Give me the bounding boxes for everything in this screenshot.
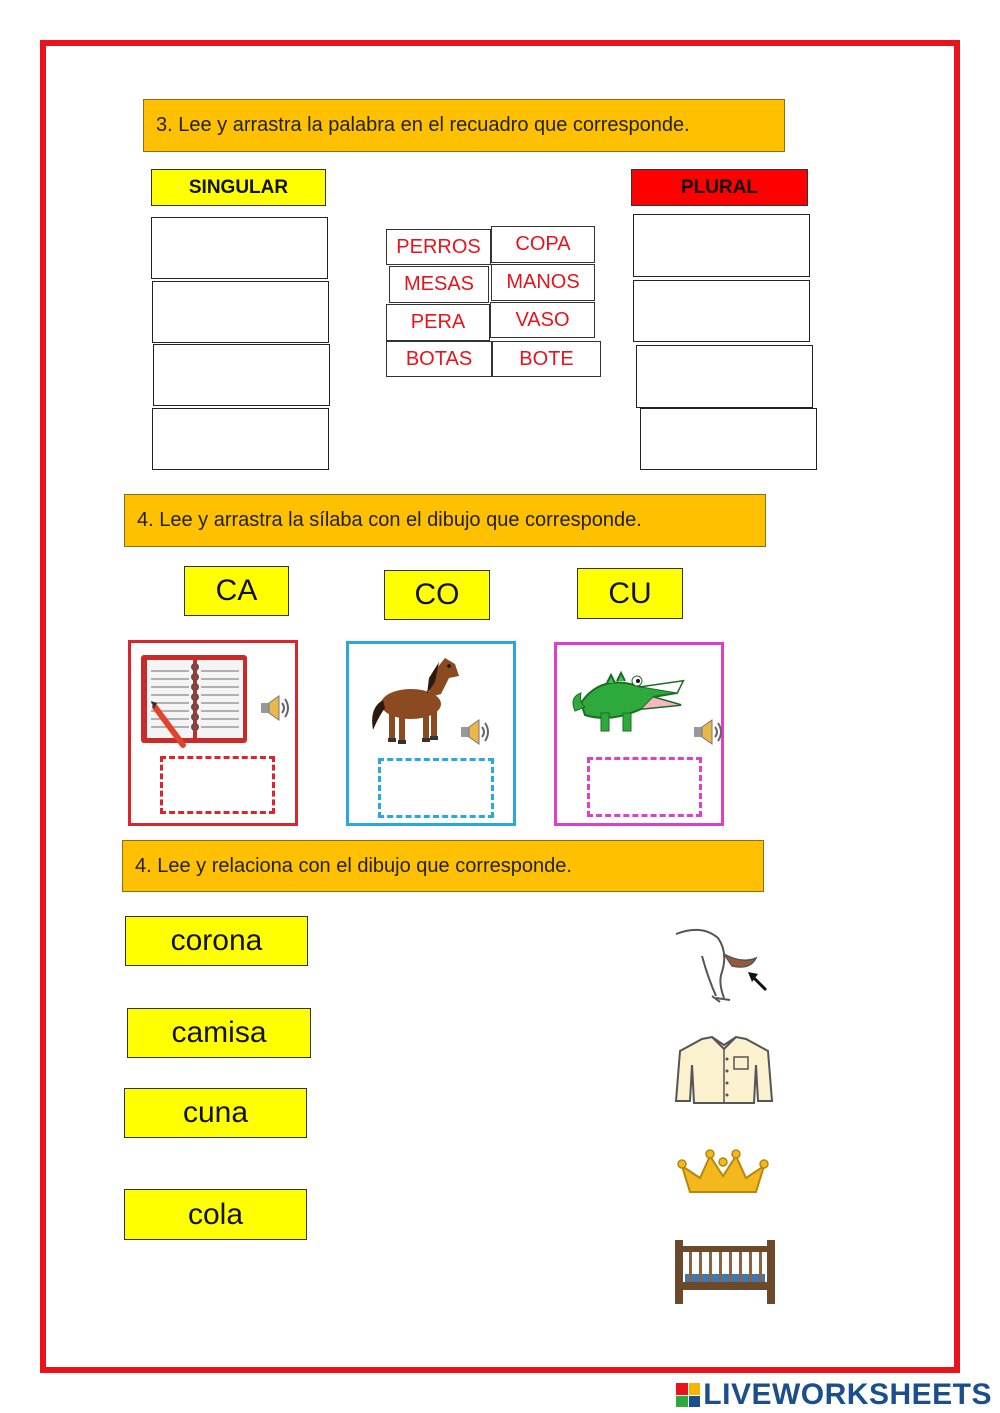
- speaker-icon[interactable]: [692, 717, 726, 747]
- crocodile-icon: [571, 653, 691, 743]
- exercise-4b-instruction: [122, 840, 764, 892]
- match-word-cuna[interactable]: cuna: [124, 1088, 307, 1138]
- match-word-corona[interactable]: corona: [125, 916, 308, 966]
- plural-drop-box-3[interactable]: [636, 345, 813, 408]
- shirt-icon[interactable]: [672, 1035, 776, 1105]
- notebook-icon: [137, 649, 252, 749]
- speaker-icon[interactable]: [259, 693, 293, 723]
- brand-text: LIVEWORKSHEETS: [703, 1378, 992, 1411]
- syllable-tile[interactable]: CA: [184, 566, 289, 616]
- singular-drop-box-1[interactable]: [151, 217, 328, 279]
- logo-icon: [676, 1383, 700, 1407]
- word-tile[interactable]: COPA: [491, 226, 595, 263]
- syllable-drop-zone[interactable]: [378, 758, 494, 818]
- syllable-tile[interactable]: CU: [577, 568, 683, 619]
- exercise-3-instruction: [143, 99, 785, 152]
- singular-drop-box-3[interactable]: [153, 344, 330, 406]
- word-tile[interactable]: MESAS: [389, 266, 489, 303]
- word-tile[interactable]: MANOS: [491, 264, 595, 301]
- tail-icon[interactable]: [672, 926, 772, 1006]
- exercise-4a-instruction: [124, 494, 766, 547]
- instruction-text: 4. Lee y arrastra la sílaba con el dibujo que corresponde.: [137, 509, 642, 531]
- singular-header: SINGULAR: [151, 169, 326, 206]
- word-tile[interactable]: PERROS: [386, 229, 491, 265]
- picture-card-notebook: [128, 640, 298, 826]
- match-word-camisa[interactable]: camisa: [127, 1008, 311, 1058]
- horse-icon: [365, 650, 465, 750]
- word-tile[interactable]: BOTE: [492, 341, 601, 377]
- syllable-drop-zone[interactable]: [160, 756, 275, 814]
- crown-icon[interactable]: [674, 1148, 772, 1198]
- word-tile[interactable]: BOTAS: [386, 341, 492, 377]
- match-word-cola[interactable]: cola: [124, 1189, 307, 1240]
- plural-drop-box-2[interactable]: [633, 280, 810, 342]
- plural-drop-box-4[interactable]: [640, 408, 817, 470]
- plural-drop-box-1[interactable]: [633, 214, 810, 277]
- syllable-tile[interactable]: CO: [384, 570, 490, 620]
- picture-card-horse: [346, 641, 516, 826]
- singular-drop-box-4[interactable]: [152, 408, 329, 470]
- singular-drop-box-2[interactable]: [152, 281, 329, 343]
- picture-card-crocodile: [554, 642, 724, 826]
- speaker-icon[interactable]: [459, 717, 493, 747]
- word-tile[interactable]: VASO: [490, 302, 595, 338]
- plural-header: PLURAL: [631, 169, 808, 206]
- syllable-drop-zone[interactable]: [587, 757, 702, 817]
- instruction-text: 4. Lee y relaciona con el dibujo que corresponde.: [135, 854, 572, 877]
- liveworksheets-logo: [676, 1378, 992, 1412]
- crib-icon[interactable]: [671, 1238, 779, 1308]
- instruction-text: 3. Lee y arrastra la palabra en el recuadro que corresponde.: [156, 114, 690, 136]
- word-tile[interactable]: PERA: [386, 304, 490, 341]
